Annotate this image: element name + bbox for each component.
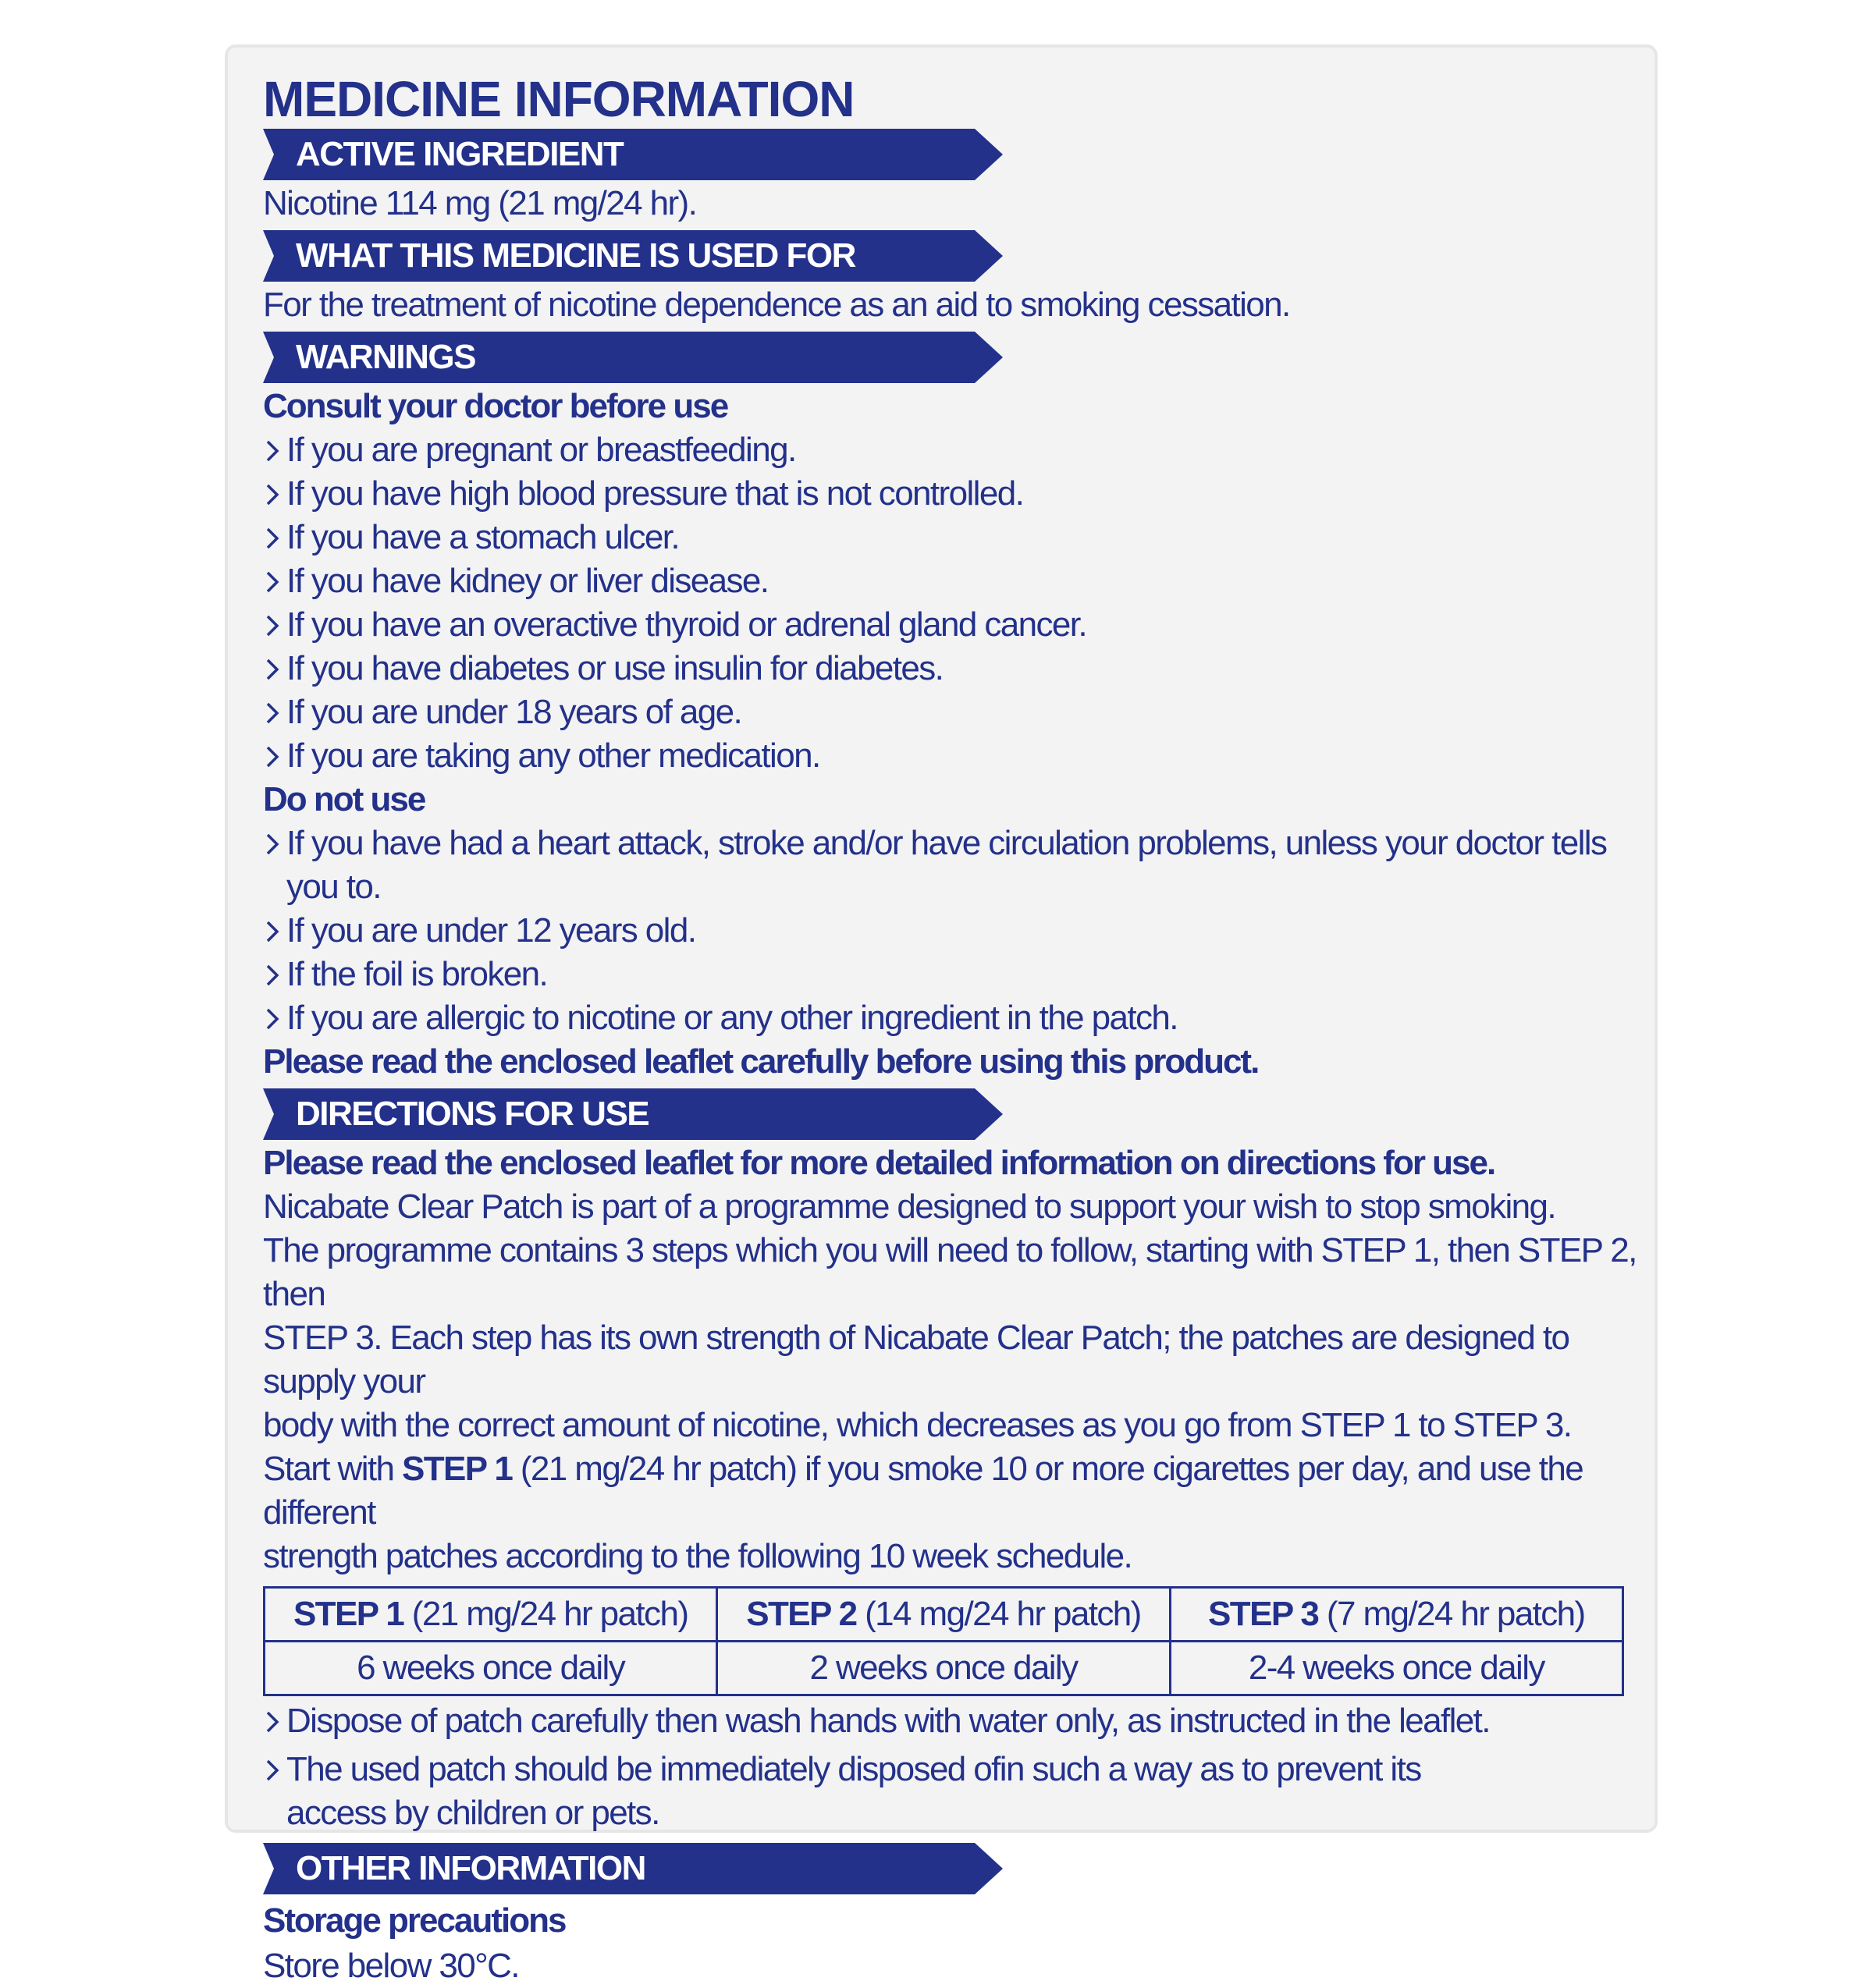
start-prefix: Start with	[263, 1450, 403, 1488]
chevron-right-icon	[263, 909, 286, 953]
do-not-use-list	[263, 822, 1637, 1040]
directions-paragraph-2-line-1: The programme contains 3 steps which you will need to follow, starting with STEP 1, then STEP 2, then	[263, 1231, 1637, 1313]
list-item-text: If you have diabetes or use insulin for diabetes.	[286, 649, 944, 687]
list-item-text: If you have kidney or liver disease.	[286, 562, 769, 600]
table-cell: 6 weeks once daily	[265, 1642, 717, 1695]
list-item	[263, 559, 1637, 603]
section-heading: ACTIVE INGREDIENT	[296, 135, 624, 173]
list-item	[263, 603, 1637, 647]
list-item	[263, 996, 1637, 1040]
used-for-text: For the treatment of nicotine dependence as an aid to smoking cessation.	[263, 286, 1290, 324]
start-suffix: (21 mg/24 hr patch) if you smoke 10 or more cigarettes per day, and use the different	[263, 1450, 1583, 1532]
section-banner-other-information	[263, 1843, 1003, 1894]
table-cell: 2 weeks once daily	[717, 1642, 1170, 1695]
list-item-text: If you have high blood pressure that is not controlled.	[286, 474, 1024, 513]
list-item	[263, 734, 1637, 778]
list-item-text: If you are under 12 years old.	[286, 911, 696, 950]
panel-content	[263, 69, 1637, 1988]
leaflet-note: Please read the enclosed leaflet carefully before using this product.	[263, 1042, 1259, 1081]
chevron-right-icon	[263, 1699, 286, 1743]
list-item-text: If you are allergic to nicotine or any other ingredient in the patch.	[286, 999, 1178, 1037]
page-title: MEDICINE INFORMATION	[263, 71, 855, 127]
list-item-text: If you have a stomach ulcer.	[286, 518, 680, 556]
section-banner-warnings	[263, 332, 1003, 383]
list-item-text: Dispose of patch carefully then wash hands with water only, as instructed in the leaflet.	[286, 1702, 1490, 1740]
list-item-text-line-2: access by children or pets.	[286, 1794, 659, 1832]
directions-paragraph-2-line-3: body with the correct amount of nicotine, which decreases as you go from STEP 1 to STEP 3.	[263, 1406, 1572, 1444]
step-strength: (14 mg/24 hr patch)	[856, 1595, 1141, 1633]
step-label: STEP 1	[293, 1595, 404, 1633]
list-item-text: If you are taking any other medication.	[286, 737, 820, 775]
table-header-cell	[717, 1588, 1170, 1642]
directions-paragraph-2-line-2: STEP 3. Each step has its own strength of Nicabate Clear Patch; the patches are designed to supply your	[263, 1319, 1569, 1400]
consult-list	[263, 428, 1637, 778]
chevron-right-icon	[263, 428, 286, 472]
list-item-text	[286, 1748, 1421, 1835]
chevron-right-icon	[263, 690, 286, 734]
directions-paragraph-1: Nicabate Clear Patch is part of a programme designed to support your wish to stop smoking.	[263, 1187, 1556, 1226]
list-item	[263, 472, 1637, 516]
directions-leaflet-note: Please read the enclosed leaflet for more detailed information on directions for use.	[263, 1144, 1495, 1182]
table-header-cell	[1170, 1588, 1622, 1642]
section-banner-used-for	[263, 230, 1003, 282]
list-item-text: If the foil is broken.	[286, 955, 548, 993]
section-heading: DIRECTIONS FOR USE	[296, 1095, 649, 1133]
step-label: STEP 2	[746, 1595, 857, 1633]
step-strength: (7 mg/24 hr patch)	[1318, 1595, 1585, 1633]
section-heading: WARNINGS	[296, 338, 475, 376]
active-ingredient-text: Nicotine 114 mg (21 mg/24 hr).	[263, 184, 697, 222]
list-item	[263, 953, 1637, 996]
step-strength: (21 mg/24 hr patch)	[403, 1595, 688, 1633]
storage-text: Store below 30°C.	[263, 1947, 519, 1985]
list-item	[263, 690, 1637, 734]
section-heading: OTHER INFORMATION	[296, 1849, 645, 1887]
list-item-text: If you have had a heart attack, stroke and/or have circulation problems, unless your doctor tells you to.	[286, 824, 1607, 906]
storage-heading: Storage precautions	[263, 1901, 566, 1940]
list-item-text: If you are under 18 years of age.	[286, 693, 742, 731]
chevron-right-icon	[263, 734, 286, 778]
list-item-text-line-1: The used patch should be immediately disposed ofin such a way as to prevent its	[286, 1750, 1421, 1788]
chevron-right-icon	[263, 647, 286, 690]
chevron-right-icon	[263, 822, 286, 865]
list-item	[263, 1699, 1637, 1743]
chevron-right-icon	[263, 559, 286, 603]
table-row	[265, 1642, 1623, 1695]
table-header-cell	[265, 1588, 717, 1642]
chevron-right-icon	[263, 472, 286, 516]
start-step-label: STEP 1	[402, 1450, 513, 1488]
list-item-text: If you have an overactive thyroid or adrenal gland cancer.	[286, 605, 1086, 644]
list-item	[263, 909, 1637, 953]
list-item-text: If you are pregnant or breastfeeding.	[286, 431, 796, 469]
table-row	[265, 1588, 1623, 1642]
list-item	[263, 1748, 1637, 1835]
schedule-table	[263, 1586, 1624, 1696]
do-not-use-heading: Do not use	[263, 780, 425, 818]
consult-heading: Consult your doctor before use	[263, 387, 728, 425]
list-item	[263, 822, 1637, 909]
step-label: STEP 3	[1208, 1595, 1319, 1633]
list-item	[263, 647, 1637, 690]
start-instruction-line-2: strength patches according to the following 10 week schedule.	[263, 1537, 1132, 1575]
medicine-info-panel	[225, 44, 1658, 1985]
table-cell: 2-4 weeks once daily	[1170, 1642, 1622, 1695]
start-instruction-line-1	[263, 1447, 1637, 1535]
list-item	[263, 516, 1637, 559]
list-item	[263, 428, 1637, 472]
section-banner-directions	[263, 1088, 1003, 1140]
section-heading: WHAT THIS MEDICINE IS USED FOR	[296, 236, 855, 275]
chevron-right-icon	[263, 996, 286, 1040]
section-banner-active-ingredient	[263, 129, 1003, 180]
chevron-right-icon	[263, 516, 286, 559]
chevron-right-icon	[263, 953, 286, 996]
chevron-right-icon	[263, 603, 286, 647]
chevron-right-icon	[263, 1748, 286, 1791]
